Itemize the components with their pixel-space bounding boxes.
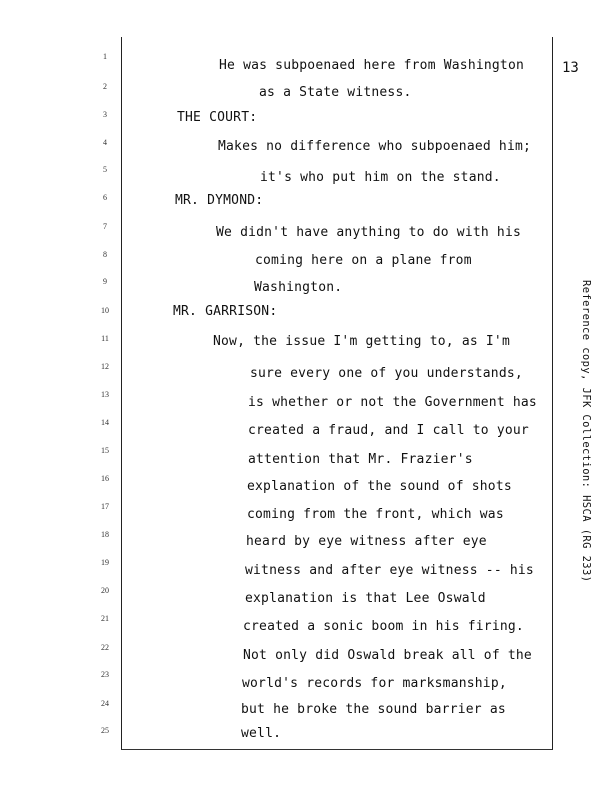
transcript-line: as a State witness. [259, 85, 412, 100]
transcript-line: well. [241, 726, 282, 741]
transcript-line: Not only did Oswald break all of the [243, 648, 532, 663]
transcript-line: attention that Mr. Frazier's [248, 452, 473, 467]
transcript-line: heard by eye witness after eye [246, 534, 487, 549]
page-number: 13 [562, 60, 579, 76]
line-number: 15 [101, 446, 109, 455]
line-number: 17 [101, 502, 109, 511]
transcript-line: coming here on a plane from [255, 253, 472, 268]
transcript-line: world's records for marksmanship, [242, 676, 507, 691]
speaker-label: MR. DYMOND: [175, 193, 264, 208]
line-number: 25 [101, 726, 109, 735]
transcript-line: coming from the front, which was [247, 507, 504, 522]
transcript-line: is whether or not the Government has [248, 395, 537, 410]
transcript-line: Washington. [254, 280, 343, 295]
line-number: 10 [101, 306, 109, 315]
line-number: 20 [101, 586, 109, 595]
line-number: 7 [103, 222, 107, 231]
line-number: 13 [101, 390, 109, 399]
reference-stamp: Reference copy, JFK Collection: HSCA (RG 233) [580, 280, 592, 583]
line-number: 8 [103, 250, 107, 259]
line-number: 11 [101, 334, 109, 343]
line-number: 16 [101, 474, 109, 483]
line-number: 22 [101, 643, 109, 652]
transcript-line: explanation is that Lee Oswald [245, 591, 486, 606]
line-number: 19 [101, 558, 109, 567]
speaker-label: MR. GARRISON: [173, 304, 278, 319]
line-number: 2 [103, 82, 107, 91]
transcript-line: We didn't have anything to do with his [216, 225, 522, 240]
line-number: 5 [103, 165, 107, 174]
line-number: 9 [103, 277, 107, 286]
transcript-line: explanation of the sound of shots [247, 479, 512, 494]
transcript-line: sure every one of you understands, [250, 366, 523, 381]
transcript-line: it's who put him on the stand. [260, 170, 501, 185]
transcript-line: created a fraud, and I call to your [248, 423, 529, 438]
transcript-line: but he broke the sound barrier as [241, 702, 506, 717]
line-number: 3 [103, 110, 107, 119]
transcript-line: Now, the issue I'm getting to, as I'm [213, 334, 510, 349]
line-number: 12 [101, 362, 109, 371]
transcript-line: witness and after eye witness -- his [245, 563, 534, 578]
speaker-label: THE COURT: [177, 110, 258, 125]
line-number: 23 [101, 670, 109, 679]
line-number: 4 [103, 138, 107, 147]
line-number: 24 [101, 699, 109, 708]
line-number: 6 [103, 193, 107, 202]
line-number: 18 [101, 530, 109, 539]
line-number: 1 [103, 52, 107, 61]
transcript-line: He was subpoenaed here from Washington [219, 58, 525, 73]
transcript-line: created a sonic boom in his firing. [243, 619, 524, 634]
transcript-line: Makes no difference who subpoenaed him; [218, 139, 532, 154]
line-number: 14 [101, 418, 109, 427]
line-number: 21 [101, 614, 109, 623]
